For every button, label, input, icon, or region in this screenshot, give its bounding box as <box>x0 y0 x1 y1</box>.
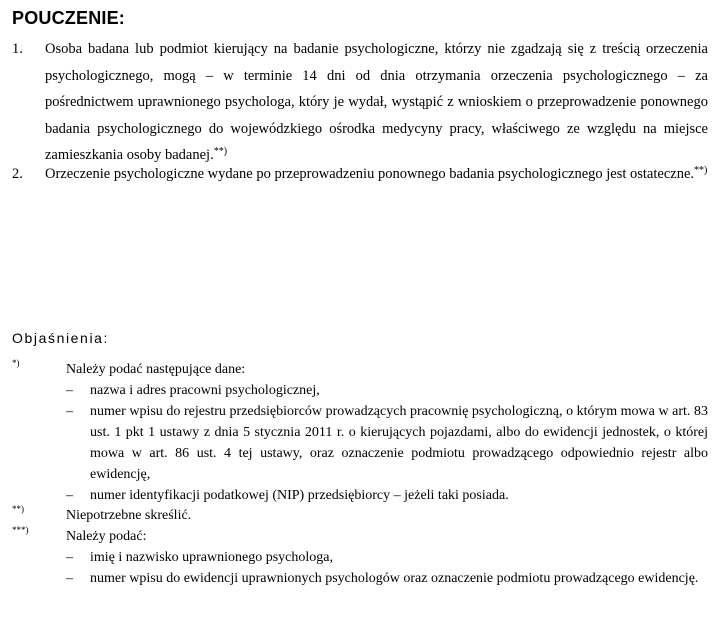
dash-bullet: – <box>66 383 73 398</box>
dash-bullet: – <box>66 571 73 586</box>
dash-bullet: – <box>66 550 73 565</box>
list-item: – numer wpisu do ewidencji uprawnionych psychologów oraz oznaczenie podmiotu prowadzącego ewidencję. <box>66 568 708 589</box>
footnote-marker: *) <box>12 358 20 368</box>
list-item: – nazwa i adres pracowni psychologicznej, <box>66 380 708 401</box>
explanations-heading: Objaśnienia: <box>12 330 110 346</box>
instruction-number: 2. <box>12 166 23 182</box>
instruction-number: 1. <box>12 41 23 57</box>
footnote-marker: ***) <box>12 525 29 535</box>
footnote-bullet-list <box>66 380 708 506</box>
footnote-text: Niepotrzebne skreślić. <box>66 508 192 523</box>
footnote-bullet-list <box>66 547 708 589</box>
footnote-text: Należy podać następujące dane: <box>66 362 246 377</box>
list-item: – numer identyfikacji podatkowej (NIP) przedsiębiorcy – jeżeli taki posiada. <box>66 485 708 506</box>
instruction-item <box>12 161 708 188</box>
page-title: POUCZENIE: <box>12 8 126 28</box>
footnote-text: Należy podać: <box>66 529 147 544</box>
dash-bullet: – <box>66 488 73 503</box>
instruction-text: Orzeczenie psychologiczne wydane po przeprowadzeniu ponownego badania psychologicznego jest ostateczne.**) <box>45 165 708 182</box>
footnote-reference: **) <box>694 165 708 176</box>
list-item: – numer wpisu do rejestru przedsiębiorców prowadzących pracownię psychologiczną, o którym mowa w art. 83 ust. 1 pkt 1 ustawy z dnia 5 stycznia 2011 r. o kierujących pojazdami, albo do ewidencji jednostek, o której mowa w art. 86 ust. 4 tej ustawy, oraz oznaczenie podmiotu prowadzącego odpowiednio rejestr albo ewidencję, <box>66 401 708 485</box>
footnote-marker: **) <box>12 504 24 514</box>
footnote-reference: **) <box>213 146 228 157</box>
instruction-item <box>12 36 708 169</box>
dash-bullet: – <box>66 404 73 419</box>
list-item: – imię i nazwisko uprawnionego psychologa, <box>66 547 708 568</box>
instruction-text: Osoba badana lub podmiot kierujący na badanie psychologiczne, którzy nie zgadzają się z treścią orzeczenia psychologicznego, mogą – w terminie 14 dni od dnia otrzymania orzeczenia psychologicznego – za pośrednictwem uprawnionego psychologa, który je wydał, wystąpić z wnioskiem o przeprowadzenie ponownego badania psychologicznego do wojewódzkiego ośrodka medycyny pracy, właściwego ze względu na miejsce zamieszkania osoby badanej.**) <box>45 41 708 163</box>
